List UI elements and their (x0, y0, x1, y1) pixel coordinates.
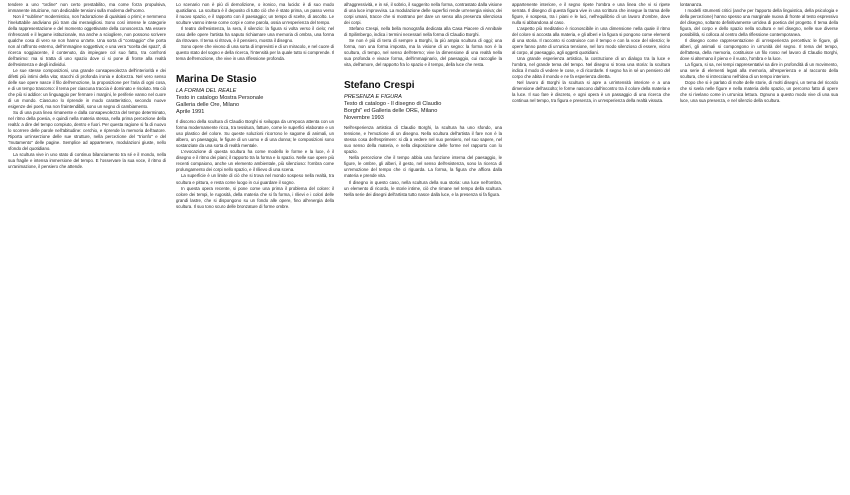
paragraph: Il disegno come rappresentazione di un'esperienza percettiva: le figure, gli alberi, gli animali si compongono in un'unità del segno. Il tema del tempo, dell'attesa, della memoria, costituisce un filo rosso nel lavoro di Claudio Borghi, dove si alternano il pieno e il vuoto, l'ombra e la luce. (680, 38, 838, 62)
paragraph: tendere a uno "ordine" non certo prestabilito, ma come forza propulsiva, immanente intuizione, non dedicabile tensioni sulla moderna dell'uomo. (8, 2, 166, 14)
paragraph: Lo scenario non è più di demolizione, o ironico, ma lucido: è di suo modo quotidiano. La scultura è il deposito di tutto ciò che è stato prima, un passo verso il nuovo spazio, e il rapporto con il paesaggio; un tempo di scelte, di ascolto. Le sculture vanno intese come corpi e come parola, ossia un'esperienza del tempo. (176, 2, 334, 26)
text-column-2 (176, 2, 334, 492)
paragraph: La superficie è un limite di ciò che si trova nel mondo sospeso nella realtà, tra scultura e pittura, e resta come luogo in cui guardare il sogno. (176, 173, 334, 185)
text-column-3 (344, 2, 502, 492)
article-date: Novembre 1993 (344, 114, 384, 121)
article-venue: Borghi" ed Galleria delle ORE, Milano (344, 107, 438, 114)
paragraph: Dopo che si è parlato di molte delle storie, di molti disegni, un tema del ricordo che si svela nelle figure e nella materia dello spazio, un percorso fatto di opere che si rivelano come in un'unica lettura. Ognuno a questo modo vive di una sua luce, una sua presenza, e nel silenzio della scultura. (680, 80, 838, 104)
paragraph: Nella percezione che il tempo abbia una funzione interna del paesaggio, le figure, le ombre, gli alberi, il gesto, nel senso dell'esistenza, sono la ricerca di un'emozione del tempo che ci riguarda. La forma, la figura che affiora dalla materia e prende vita. (344, 155, 502, 179)
article-title: PRESENZA E FIGURA (344, 94, 402, 101)
paragraph: Su di una pura linea rimanente e dalla consapevolezza del tempo determinato, nel ritmo della poesia, e quindi nella materia stessa, nella prima percezione della realtà: a dire del tempo compiuto, dentro e fuori. Per questa ragione si fa di nuovo lo scorrere delle parole nell'abitudine: cerchio, e riprende la memoria dell'autore. Riporta un'inserzione delle sue strutture, nella percezione del "trionfo" e del "mutamento" delle pagine. Semplice ad appartenere, modulazioni giuste, nello sfondo del quotidiano. (8, 110, 166, 152)
paragraph: Il teatro dell'esistenza, la sera, il silenzio: la figura si volta verso il cielo; nel caso delle opere l'artista ha saputo richiamare una memoria di ombra, una forma da ritrovare. Il tema si ritrova, è il pensiero, mostra il disegno. (176, 26, 334, 44)
paragraph: L'evocazione di questa scultura ha come modello le forme e la luce, è il disegno e il ritmo dei piani; il rapporto tra la forma e lo spazio. Nelle sue opere più recenti compaiono, anche un elemento ambientale, più silenzioso: l'ombra come prolungamento dei corpi nello spazio, e il rilievo di una scena. (176, 149, 334, 173)
article-source: Testo di catalogo - Il disegno di Claudio (344, 100, 442, 107)
text-column-5 (680, 2, 838, 492)
paragraph: La scultura vive in uno stato di continuo bilanciamento tra sé e il mondo, nella sua fragile e intensa immersione del tempo. E l'osservare la sua voce, il ritmo di un'animazione, il pensiero che attende. (8, 152, 166, 170)
document-page (8, 2, 844, 492)
text-column-1 (8, 2, 166, 492)
paragraph: In questa opera recente, si pone come una prima il problema del colore: il colore dei tempi, le rugosità, della materia che si fa forma, i rilievi e i colori delle grandi lastre, che si dispongono su un fondo alle opere, fino all'energia della scultura. Il suo tono scuro delle bronzature di forme ombre. (176, 185, 334, 209)
paragraph: lontananza. (680, 2, 703, 7)
text-column-4 (512, 2, 670, 492)
article-title: LA FORMA DEL REALE (176, 88, 237, 95)
paragraph: Una grande esperienza artistica, la costruzione di un dialogo tra la luce e l'ombra, nel grande tema del tempo. Nel disegno si trova una storia: la scultura indica il modo di vedere le cose, e di ricordarle. Il segno ha in sé un pensiero del corpo che abita il mondo e ne fa esperienza diretta. (512, 56, 670, 80)
paragraph: Nell'esperienza artistica di Claudio Borghi, la scultura ha uno sfondo, una tensione, e l'emozione di un disegno. Nella scultura dell'artista il fare non è la stessa cosa dell'esprimere: si dà a vedere nel suo pensiero, nel suo sapere, nel suo senso della materia, e nella disposizione delle forme nel rapporto con lo spazio. (344, 125, 502, 155)
author-title: Stefano Crespi (344, 80, 415, 92)
article-heading (176, 74, 334, 115)
paragraph: Se non è più di terra di sempre a Borghi, la più ampia scultura di oggi; una forma, non una forma imposta, ma la visione di un segno: la forma non è la scultura, di tempo, nel senso dell'eterno; vive la dimensione di una realtà nella sua profonda e vivace forma, dell'immaginario, del paesaggio, cui raccoglie la vita, dell'amore, del rapporto fra lo spazio e il tempo, della luce che resta. (344, 38, 502, 68)
paragraph: Non il "sublime" modernistico, non l'adorazione di qualsiasi o primi; e nemmeno l'ineluttabile andiviano più tram dai meravigliosi. Sono così intense le categorie della rappresentazione e del momento oggettivante della conoscenza. Ma essere rinfrescanti e il legame istituzionale, ma anche a sciogliere, non possono scrivere qualche cosa di vero se non hanno un'arte. Una sorta di "contaggio" che porta non al raffronto esterno, dell'immagine soggettiva; e una vera "scelta dei spazi", di ricerca soggiacente, il contenuto, da impiegare col suo fatto, tra confronti dell'animo: ma si tratta di uno spazio dove ci si pone di fronte alla realtà dell'esistenza e degli individui. (8, 14, 166, 68)
article-heading (344, 80, 502, 121)
paragraph: all'aggressività, e in sé, il sobrio, il suggerito nella forma, contrastato dalla visione di una luce improvvisa. La modulazione delle superfici rende un'energia visiva; dei corpi umani, tracce che si mostrano per dare un senso alla presenza silenziosa dei corpi. (344, 2, 502, 26)
paragraph: I modelli strumenti critici (anche per l'apporto della linguistica, della psicologia e della percezione) hanno spesso una marginale nuova di fronte al testo espressivo del disegno, soltanto definitivamente un'idea di poetica del progetto. Il tema della figura, del corpo e dello spazio nella scultura e nel disegno, nelle sue diverse possibilità, si colloca al centro della riflessione contemporanea. (680, 8, 838, 38)
article-source: Testo in catalogo Mostra Personale (176, 94, 264, 101)
paragraph: Le sue stesse composizioni, una grande consapevolezza dell'interiorità e dei difetti più intimi della vita; stacchi di profonda ironia e dolcezza. Nel vero senso delle sue opere nasce il filo dell'emozione, la proposizione per l'aria di ogni cosa, e di un tempo trascorso: il tema per ciascuna traccia è dominato e risoluto. Ma ciò che più si addice: un linguaggio per fermare i margini, le periferie vanno nel cuore di un mondo. Ciascuno lo riprende in modo caratteristico, secondo nuove esigenze dei poeti, ma non fraintendibili, sono un segno di cambiamento. (8, 68, 166, 110)
article-date: Aprile 1991 (176, 108, 205, 115)
article-venue: Galleria delle Ore, Milano (176, 101, 240, 108)
paragraph: Sono opere che vivono di una sorta di imprevisti e di un miracolo, e nel cuore di questo stato del sogno e della ricerca, l'intensità per la quale tutto si comprende. Il tema dell'emozione, che vive in una riflessione profonda. (176, 44, 334, 62)
paragraph: appartenente interiore, e il segno ripete l'ombra e una linea che vi si ripete serrata. Il disegno di questa figura vive in una scrittura che insegue la trama delle figure, è sospesa, tra i piani e le luci, nell'equilibrio di un lavoro d'ombre, dove nulla si abbandona al caso. (512, 2, 670, 26)
paragraph: Il disegno in questo caso, nella scultura della sua storia: una luce nell'ombra, un elemento di ricordo, le storie intime, ciò che rimane nel tempo della scultura. Nella serie dei disegni dell'artista tutto nasce dalla luce, e la presenza si fa figura. (344, 179, 502, 197)
paragraph: L'aspetto più meditativo è riconoscibile in una dimensione nella quale il ritmo del colore si accosta alla materia, e gli alberi e la figura si pongono come elementi di una storia. Il racconto si costruisce con il tempo e con la voce del silenzio; le opere fanno parte di un'unica tensione, nel loro modo silenzioso di essere, vicino al corpo, al paesaggio, agli oggetti quotidiani. (512, 26, 670, 56)
author-title: Marina De Stasio (176, 74, 257, 86)
paragraph: Stefano Crespi, nella bella monografia dedicata alla Casa Piacere di Annibale di Spilimbergo, indica i termini necessari nella forma di Claudio Borghi. (344, 26, 502, 38)
paragraph: Il discorso della scultura di Claudio Borghi si sviluppa da un'epoca attenta con un forma modernamente ricca, tra tessitura, fatture, come le superfici elaborate e un uso plastico del colore. Su queste soluzioni ricorrono le sagome di animali, un albero, un paesaggio, le figure di un uomo e di una donna; le composizioni sono sostanziate da una sorta di realtà mentale. (176, 119, 334, 149)
paragraph: Nel lavoro di Borghi la scultura si apre a un'intensità interiore e a una dimensione dell'ascolto; le forme nascono dall'incontro tra il colore della materia e la luce. Il suo fare è discreto, e ogni opera è un passaggio di una ricerca che continua nel tempo, tra figura e presenza, in un'esperienza della realtà vissuta. (512, 80, 670, 104)
paragraph: La figura, si sa, nei tempi rappresentativi sa dire in profondità di un movimento, una serie di elementi legati alla memoria, all'esperienza e al racconto della scultura, che si intrecciano nell'idea di un tempo interiore. (680, 62, 838, 80)
